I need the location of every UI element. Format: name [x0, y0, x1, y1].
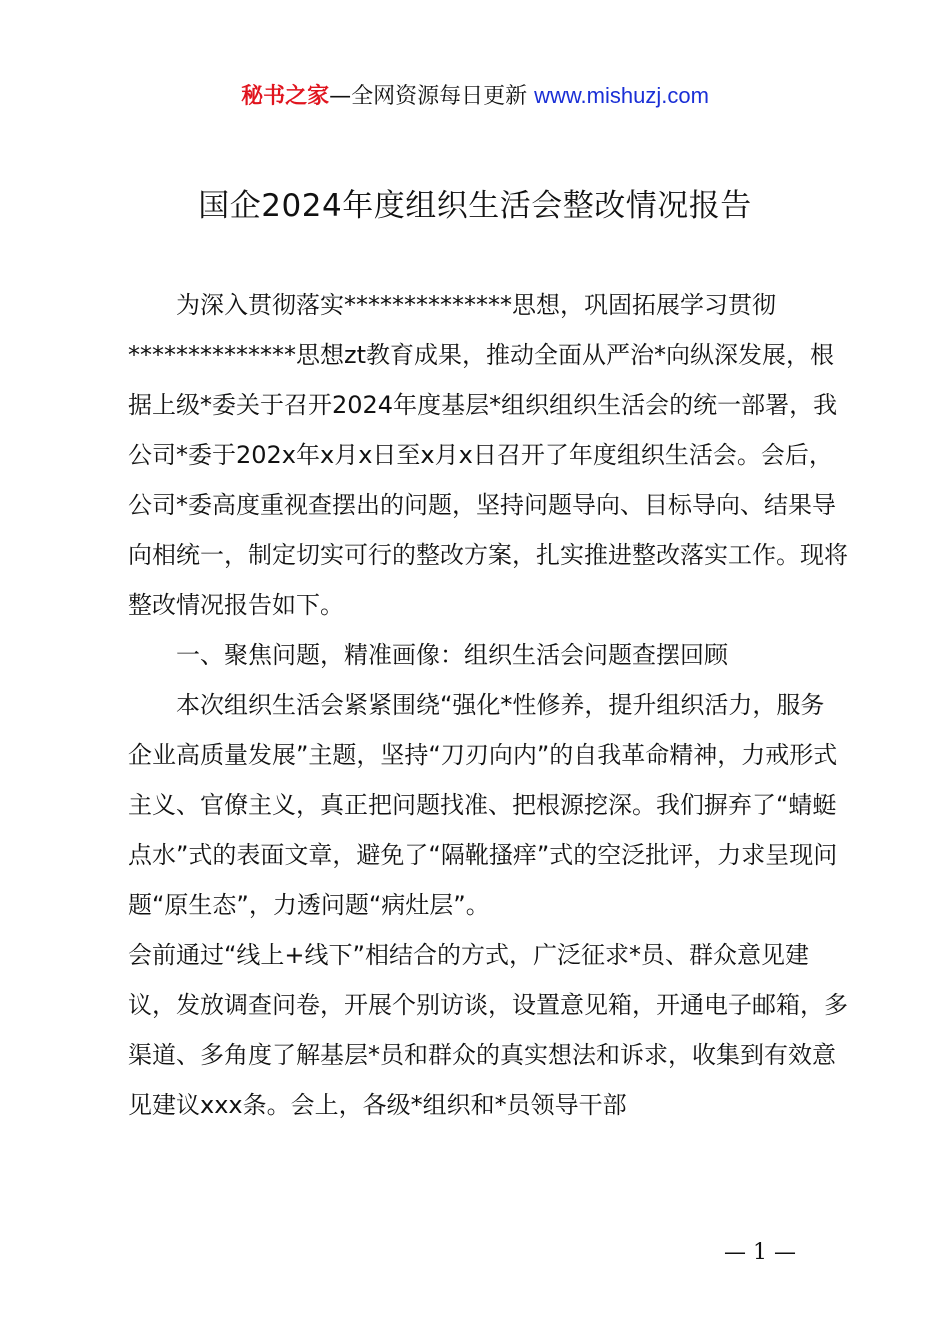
document-title: 国企2024年度组织生活会整改情况报告: [198, 188, 752, 224]
brand-name: 秘书之家: [241, 84, 330, 109]
body-paragraph: 会前通过“线上+线下”相结合的方式，广泛征求*员、群众意见建议，发放调查问卷，开展个别访谈，设置意见箱，开通电子邮箱，多渠道、多角度了解基层*员和群众的真实想法和诉求，收集到有效意见建议xxx条。会上，各级*组织和*员领导干部: [128, 941, 848, 1119]
intro-paragraph: 为深入贯彻落实**************思想，巩固拓展学习贯彻**************思想zt教育成果，推动全面从严治*向纵深发展，根据上级*委关于召开2024年度基层*组织组织生活会的统一部署，我公司*委于202x年x月x日至x月x日召开了年度组织生活会。会后，公司*委高度重视查摆出的问题，坚持问题导向、目标导向、结果导向相统一，制定切实可行的整改方案，扎实推进整改落实工作。现将整改情况报告如下。: [128, 291, 848, 619]
site-header: [0, 80, 950, 113]
page-number: — 1 —: [724, 1240, 796, 1265]
site-url[interactable]: www.mishuzj.com: [534, 83, 709, 108]
body-paragraph: 本次组织生活会紧紧围绕“强化*性修养，提升组织活力，服务企业高质量发展”主题，坚持“刀刃向内”的自我革命精神，力戒形式主义、官僚主义，真正把问题找准、把根源挖深。我们摒弃了“蜻蜓点水”式的表面文章，避免了“隔靴搔痒”式的空泛批评，力求呈现问题“原生态”，力透问题“病灶层”。: [128, 691, 838, 919]
document-body: [128, 280, 848, 1130]
section-heading: 一、聚焦问题，精准画像：组织生活会问题查摆回顾: [176, 641, 728, 669]
header-tagline: —全网资源每日更新: [329, 84, 535, 109]
